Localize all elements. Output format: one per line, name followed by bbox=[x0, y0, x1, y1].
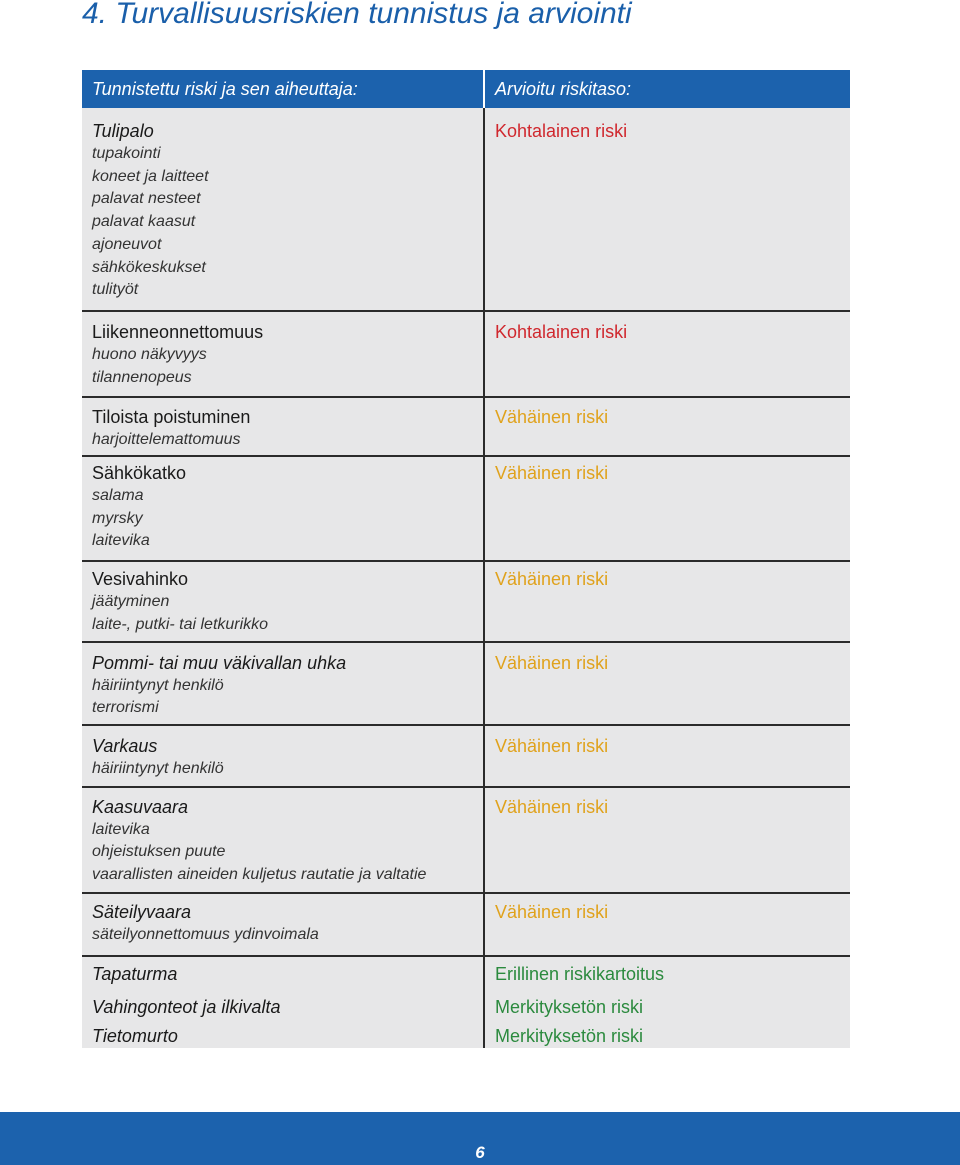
risk-cause: tupakointi bbox=[92, 145, 161, 162]
risk-level-cell bbox=[484, 1019, 850, 1048]
risk-cause: tulityöt bbox=[92, 281, 139, 299]
table-header-row bbox=[82, 70, 850, 108]
risk-level-cell bbox=[484, 893, 850, 957]
risk-name: Vesivahinko bbox=[92, 569, 189, 590]
risk-cause: säteilyonnettomuus ydinvoimala bbox=[92, 925, 319, 943]
risk-cell bbox=[82, 456, 484, 561]
risk-cause: ohjeistuksen puute bbox=[92, 843, 226, 861]
risk-cause: vaarallisten aineiden kuljetus rautatie ja valtatie bbox=[92, 866, 427, 884]
risk-name: Tiloista poistuminen bbox=[92, 407, 251, 428]
risk-level: Kohtalainen riski bbox=[495, 121, 628, 141]
risk-level: Erillinen riskikartoitus bbox=[495, 964, 665, 985]
risk-level-cell bbox=[484, 642, 850, 725]
table-row bbox=[82, 1019, 850, 1048]
table-row bbox=[82, 956, 850, 990]
table-row bbox=[82, 397, 850, 456]
table-row bbox=[82, 642, 850, 725]
risk-name: Vahingonteot ja ilkivalta bbox=[92, 997, 281, 1018]
risk-cause: huono näkyvyys bbox=[92, 345, 207, 363]
risk-cause: sähkökeskukset bbox=[92, 258, 206, 276]
risk-cause: laite-, putki- tai letkurikko bbox=[92, 615, 269, 633]
risk-level: Vähäinen riski bbox=[495, 463, 609, 484]
risk-name: Pommi- tai muu väkivallan uhka bbox=[92, 652, 347, 673]
table-row bbox=[82, 787, 850, 893]
risk-cell bbox=[82, 561, 484, 641]
risk-level: Vähäinen riski bbox=[495, 652, 609, 673]
risk-cause: terrorismi bbox=[92, 699, 159, 717]
risk-cell bbox=[82, 642, 484, 725]
risk-cause: häiriintynyt henkilö bbox=[92, 759, 224, 777]
risk-name: Liikenneonnettomuus bbox=[92, 321, 264, 342]
page-number: 6 bbox=[475, 1143, 485, 1162]
risk-level: Vähäinen riski bbox=[495, 735, 609, 756]
table-row bbox=[82, 456, 850, 561]
table-row bbox=[82, 725, 850, 787]
risk-cause: harjoittelemattomuus bbox=[92, 431, 241, 449]
risk-cell bbox=[82, 311, 484, 397]
risk-level-cell bbox=[484, 956, 850, 990]
risk-cause: laitevika bbox=[92, 820, 150, 838]
risk-cell bbox=[82, 893, 484, 957]
risk-cause: myrsky bbox=[92, 509, 143, 527]
risk-name: Säteilyvaara bbox=[92, 901, 192, 922]
table-row bbox=[82, 561, 850, 641]
risk-cause: tilannenopeus bbox=[92, 368, 192, 386]
risk-level-cell bbox=[484, 108, 850, 311]
risk-level: Merkityksetön riski bbox=[495, 997, 644, 1018]
risk-level: Vähäinen riski bbox=[495, 901, 609, 922]
risk-table-body bbox=[82, 108, 850, 1048]
risk-cause: jäätyminen bbox=[92, 593, 170, 611]
risk-cell bbox=[82, 990, 484, 1019]
risk-cell bbox=[82, 725, 484, 787]
risk-cause: palavat kaasut bbox=[92, 213, 196, 231]
risk-cause: häiriintynyt henkilö bbox=[92, 676, 224, 694]
risk-level-cell bbox=[484, 725, 850, 787]
header-level: Arvioitu riskitaso: bbox=[484, 70, 850, 108]
risk-cause: laitevika bbox=[92, 532, 150, 550]
table-row bbox=[82, 311, 850, 397]
risk-level: Vähäinen riski bbox=[495, 407, 609, 428]
risk-level-cell bbox=[484, 311, 850, 397]
risk-cell bbox=[82, 787, 484, 893]
risk-cell bbox=[82, 956, 484, 990]
risk-table bbox=[82, 70, 850, 1048]
risk-cause: koneet ja laitteet bbox=[92, 167, 209, 185]
risk-name: Tulipalo bbox=[92, 121, 154, 141]
risk-level: Kohtalainen riski bbox=[495, 321, 628, 342]
risk-level-cell bbox=[484, 990, 850, 1019]
table-row bbox=[82, 893, 850, 957]
risk-name: Kaasuvaara bbox=[92, 796, 189, 817]
risk-level-cell bbox=[484, 456, 850, 561]
risk-level: Vähäinen riski bbox=[495, 569, 609, 590]
risk-level-cell bbox=[484, 787, 850, 893]
risk-cell bbox=[82, 397, 484, 456]
table-row bbox=[82, 108, 850, 311]
risk-level-cell bbox=[484, 561, 850, 641]
risk-cause: ajoneuvot bbox=[92, 235, 162, 253]
risk-cell bbox=[82, 108, 484, 311]
risk-cell bbox=[82, 1019, 484, 1048]
risk-name: Tietomurto bbox=[92, 1026, 178, 1047]
risk-name: Varkaus bbox=[92, 735, 158, 756]
risk-cause: salama bbox=[92, 487, 144, 505]
table-row bbox=[82, 990, 850, 1019]
risk-level-cell bbox=[484, 397, 850, 456]
page-title: 4. Turvallisuusriskien tunnistus ja arviointi bbox=[82, 0, 632, 30]
risk-level: Merkityksetön riski bbox=[495, 1026, 644, 1047]
risk-name: Sähkökatko bbox=[92, 463, 187, 484]
risk-level: Vähäinen riski bbox=[495, 796, 609, 817]
risk-cause: palavat nesteet bbox=[92, 190, 201, 208]
header-risk: Tunnistettu riski ja sen aiheuttaja: bbox=[82, 70, 484, 108]
risk-name: Tapaturma bbox=[92, 964, 178, 985]
